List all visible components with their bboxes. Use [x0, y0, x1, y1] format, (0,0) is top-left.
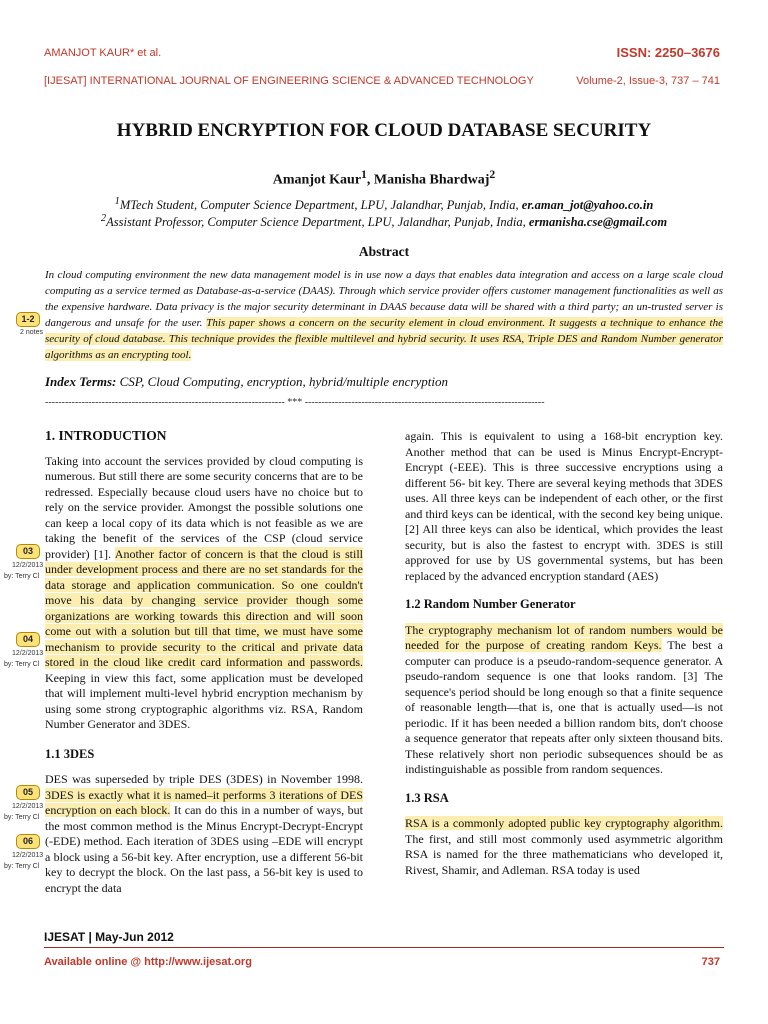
annotation-date-03: 12/2/2013	[12, 562, 44, 569]
intro-text: Taking into account the services provided by cloud computing is numerous. But still there are some security concerns that are to be redressed. Especially because cloud users have no choice but to rely on the service provider. Amongst the possible solutions one can keep a local copy of its data which is not feasible as we are taking the benefit of the services of the CSP (cloud service provider) [1].	[45, 453, 363, 561]
annotation-date-06: 12/2/2013	[12, 852, 44, 859]
affiliation-1-sup: 1	[114, 196, 120, 207]
annotation-marker-04[interactable]: 04	[16, 632, 40, 647]
abstract-text: In cloud computing environment the new data management model is in use now a days that enables data integration and access on a large scale cloud computing as a service termed as Database-as-a-service (DAAS). Through which service provider offers customer management functionalities as well as the expensive hardware. Data privacy is the major security determinant in DAAS because data will be shared with a third party; an un-trusted server is dangerous and unsafe for the user.	[45, 269, 723, 329]
annotation-author-05: by: Terry Cl	[4, 814, 40, 821]
affiliation-1-text: MTech Student, Computer Science Department, LPU, Jalandhar, Punjab, India,	[119, 198, 522, 213]
rng-text: The best a computer can produce is a pseudo-random-sequence generator. A pseudo-random sequence is one that looks random. [3] The sequence's period should be long enough so that a finite sequence of reasonable length—that is, one that is actually used—is not periodic. If it has been needed a billion random bits, don't choose a sequence generator that repeats after only sixteen thousand bits. These relatively short non periodic subsequences should be as indistinguishable as possible from random sequences.	[405, 638, 723, 776]
intro-paragraph	[45, 454, 363, 733]
rsa-highlight[interactable]: RSA is a commonly adopted public key cryptography algorithm.	[405, 816, 723, 830]
author-separator: ,	[366, 172, 374, 188]
3des-text-end: It can do this in a number of ways, but the most common method is the Minus Encrypt-Decrypt-Encrypt (-EDE) method. Each iteration of 3DES using –EDE will encrypt a block using a 56-bit key. After encryption, use a different 56-bit key to decrypt the block. On the last pass, a 56-bit key is used to encrypt the data	[45, 803, 363, 895]
annotation-marker-05[interactable]: 05	[16, 785, 40, 800]
abstract-heading: Abstract	[358, 244, 410, 259]
footer-divider	[44, 947, 724, 948]
affiliation-2-sup: 2	[100, 213, 107, 224]
abstract-highlight[interactable]: This paper shows a concern on the security element in cloud environment. It suggests a technique to enhance the security of cloud database. This technique provides the flexible multilevel and hybrid security. It uses RSA, Triple DES and Random Number generator algorithms as an encrypting tool.	[45, 317, 723, 361]
journal-name: [IJESAT] INTERNATIONAL JOURNAL OF ENGINEERING SCIENCE & ADVANCED TECHNOLOGY	[44, 75, 534, 87]
affiliation-1-email[interactable]: er.aman_jot@yahoo.co.in	[521, 198, 654, 213]
affiliation-2	[0, 213, 768, 230]
issn-label: ISSN: 2250–3676	[616, 45, 720, 60]
right-column	[405, 429, 723, 878]
affiliation-2-email[interactable]: ermanisha.cse@gmail.com	[528, 215, 668, 230]
left-column	[45, 428, 363, 896]
footer-website-link[interactable]: Available online @ http://www.ijesat.org	[44, 956, 252, 968]
rng-heading: 1.2 Random Number Generator	[405, 597, 576, 611]
abstract-body	[45, 267, 723, 363]
annotation-author-03: by: Terry Cl	[4, 573, 40, 580]
3des-paragraph	[45, 772, 363, 896]
author-2-sup: 2	[489, 168, 496, 181]
intro-highlight[interactable]: Another factor of concern is that the cloud is still under development process and there are no set standards for the data storage and application communication. So one couldn't move his data by changing service provider though some organizations are working towards this direction and will soon come out with a solution but till that time, we must have some mechanism to provide security to the critical and private data stored in the cloud like credit card information and passwords.	[45, 546, 363, 669]
paper-title: HYBRID ENCRYPTION FOR CLOUD DATABASE SECURITY	[116, 120, 652, 141]
footer-issue: IJESAT | May-Jun 2012	[44, 930, 174, 944]
annotation-marker-1-2[interactable]: 1-2	[16, 312, 40, 327]
annotation-marker-03[interactable]: 03	[16, 544, 40, 559]
affiliation-1	[0, 196, 768, 213]
3des-text: DES was superseded by triple DES (3DES) in November 1998.	[45, 772, 363, 786]
index-terms-label: Index Terms:	[45, 374, 117, 389]
intro-text-end: Keeping in view this fact, some application must be developed that will implement multi-level hybrid encryption mechanism by using some strong cryptographic algorithms viz. RSA, Random Number Generator and 3DES.	[45, 670, 363, 731]
annotation-date-05: 12/2/2013	[12, 803, 44, 810]
annotation-marker-06[interactable]: 06	[16, 834, 40, 849]
volume-info: Volume-2, Issue-3, 737 – 741	[576, 75, 720, 87]
section-separator: ------------------------------------------------------------------------ *** ------------------------------------------------------------------------	[45, 397, 545, 408]
rng-highlight[interactable]: The cryptography mechanism lot of random numbers would be needed for the purpose of creating random Keys.	[405, 622, 723, 652]
author-line	[0, 168, 768, 189]
rng-paragraph	[405, 623, 723, 778]
rsa-paragraph	[405, 816, 723, 878]
rsa-heading: 1.3 RSA	[405, 790, 449, 805]
author-1: Amanjot Kaur	[272, 172, 362, 188]
running-author: AMANJOT KAUR* et al.	[44, 47, 162, 59]
rsa-text: The first, and still most commonly used asymmetric algorithm RSA is named for the three mathematicians who developed it, Rivest, Shamir, and Adleman. RSA today is used	[405, 831, 723, 877]
3des-highlight[interactable]: 3DES is exactly what it is named–it performs 3 iterations of DES encryption on each block.	[45, 787, 363, 817]
annotation-date-04: 12/2/2013	[12, 650, 44, 657]
3des-heading: 1.1 3DES	[45, 746, 95, 761]
intro-heading: 1. INTRODUCTION	[45, 428, 167, 443]
annotation-notes-count: 2 notes	[20, 329, 43, 336]
3des-continuation: again. This is equivalent to using a 168-bit encryption key. Another method that can be used is Minus Encrypt-Encrypt-Encrypt (-EEE). This is three successive encryptions using a different 56- bit key. There are several keying methods that 3DES uses. All three keys can be independent of each other, or the first and third keys can be identical, with the second key being unique. [2] All three keys can also be identical, which provides the least security, but is also the fastest to encrypt with. 3DES is still approved for use by US governmental systems, but has been replaced by the advanced encryption standard (AES)	[405, 429, 723, 583]
index-terms-text: CSP, Cloud Computing, encryption, hybrid/multiple encryption	[116, 374, 448, 389]
author-1-sup: 1	[361, 168, 367, 181]
affiliation-2-text: Assistant Professor, Computer Science Department, LPU, Jalandhar, Punjab, India,	[106, 215, 529, 230]
author-2: Manisha Bhardwaj	[373, 172, 490, 188]
index-terms	[45, 374, 448, 390]
annotation-author-06: by: Terry Cl	[4, 863, 40, 870]
page-number: 737	[701, 956, 720, 968]
annotation-author-04: by: Terry Cl	[4, 661, 40, 668]
